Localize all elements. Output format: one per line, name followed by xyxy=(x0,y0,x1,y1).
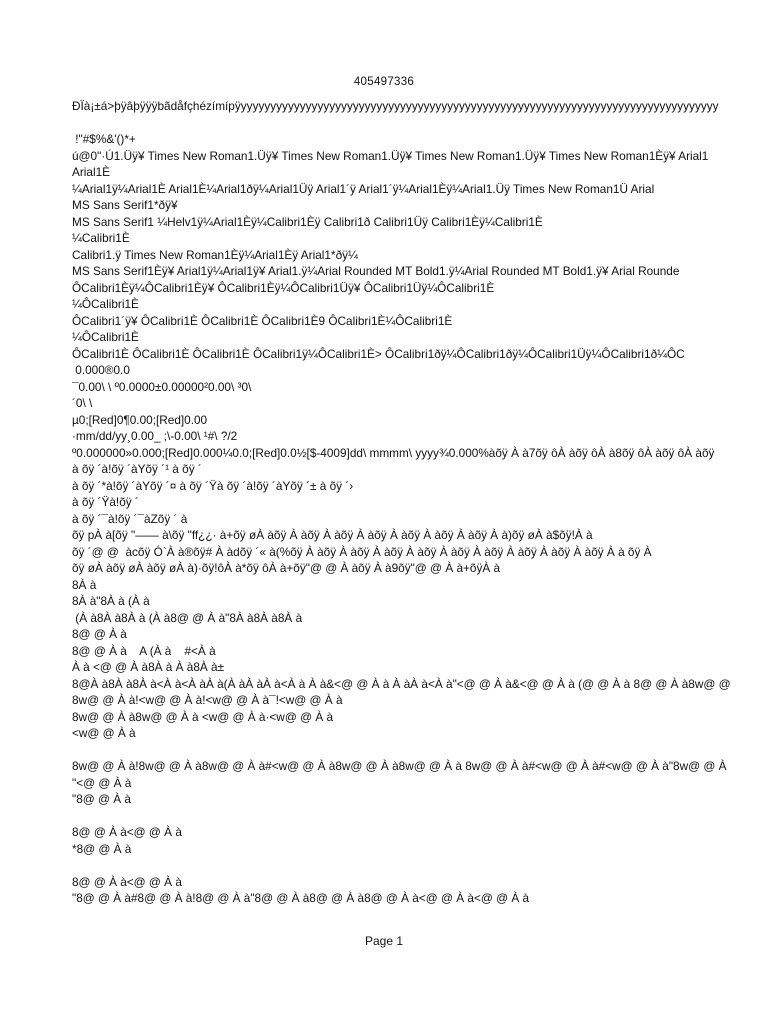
text-line: à õÿ ´Ÿà!õÿ ´ xyxy=(72,495,139,509)
text-line: ´0\ \ xyxy=(72,396,93,410)
text-line: 8@ @ À à A (À à #<À à xyxy=(72,643,216,658)
text-line: ¼ÔCalibri1È xyxy=(72,297,139,311)
text-line: 8w@ @ À à8w@ @ À à <w@ @ À à·<w@ @ À à xyxy=(72,709,334,724)
text-line: õÿ ´@ @ àcõÿ Ó`À à®õÿ# À àdõÿ ´« à(%õÿ À àõÿ À àõÿ À àõÿ À àõÿ À àõÿ À àõÿ À àõÿ À àõÿ À àõÿ À à õÿ À xyxy=(72,544,652,559)
text-line: à õÿ ´*à!õÿ ´àYõÿ ´¤ à õÿ ´Ÿà õÿ ´à!õÿ ´àYõÿ ´± à õÿ ´› xyxy=(72,478,354,493)
text-line: ú@0"·Ú1.Üÿ¥ Times New Roman1.Üÿ¥ Times New Roman1.Üÿ¥ Times New Roman1.Üÿ¥ Times New Roman1Èÿ¥ Arial1 xyxy=(72,148,709,163)
text-line: À à <@ @ À à8À à À à8À à± xyxy=(72,660,225,674)
text-line: 8@ @ À à xyxy=(72,627,127,641)
text-line: 8À à"8À à (À à xyxy=(72,594,150,608)
text-line: MS Sans Serif1*ðÿ¥ xyxy=(72,198,178,212)
text-line: Arial1È xyxy=(72,165,111,179)
text-line: "8@ @ À à xyxy=(72,792,131,806)
text-line: 8@ @ À à<@ @ À à xyxy=(72,825,182,839)
text-line: "<@ @ À à xyxy=(72,775,132,790)
text-line: MS Sans Serif1 ¼Helv1ÿ¼Arial1Èÿ¼Calibri1Èÿ Calibri1ð Calibri1Üÿ Calibri1Èÿ¼Calibri1È xyxy=(72,214,543,229)
text-line: 0.000®0.0 xyxy=(72,363,130,377)
text-line: <w@ @ À à xyxy=(72,726,136,740)
text-line: Calibri1.ÿ Times New Roman1Èÿ¼Arial1Èÿ Arial1*ðÿ¼ xyxy=(72,247,358,262)
text-line: õÿ pÀ à[õÿ "—— à\õÿ "ff¿¿· à+õÿ øÀ àõÿ À àõÿ À àõÿ À àõÿ À àõÿ À àõÿ À àõÿ À à)õÿ øÀ à$õÿ!À à xyxy=(72,528,593,542)
text-line: à õÿ ´à!õÿ ´àYõÿ ´¹ à õÿ ´ xyxy=(72,462,202,476)
text-line: ÔCalibri1È ÔCalibri1È ÔCalibri1È ÔCalibri1ÿ¼ÔCalibri1È> ÔCalibri1ðÿ¼ÔCalibri1ðÿ¼ÔCalibri1Üÿ¼ÔCalibri1ð¼ÔC xyxy=(72,346,685,361)
page-header: 405497336 xyxy=(353,76,415,88)
text-line: MS Sans Serif1Èÿ¥ Arial1ÿ¼Arial1ÿ¥ Arial1.ÿ¼Arial Rounded MT Bold1.ÿ¼Arial Rounded MT Bold1.ÿ¥ Arial Rounde xyxy=(72,264,680,278)
text-line: !"#$%&'()*+ xyxy=(72,132,136,146)
text-line: ÔCalibri1´ÿ¥ ÔCalibri1È ÔCalibri1È ÔCalibri1È9 ÔCalibri1È¼ÔCalibri1È xyxy=(72,313,453,328)
text-line: 8@ @ À à<@ @ À à xyxy=(72,874,182,889)
text-line xyxy=(72,857,768,874)
text-line xyxy=(72,115,768,132)
text-line: à õÿ ´¯à!õÿ ´¯àZõÿ ´ à xyxy=(72,511,188,526)
text-line: ÐÏà¡±á>þÿâþÿÿÿbãdåfçhézímípÿyyyyyyyyyyyyyyyyyyyyyyyyyyyyyyyyyyyyyyyyyyyyyyyyyyyyyyyyyyyyyyyyyyyyyyyyyyyyyyyyy xyxy=(72,99,719,113)
text-line: º0.000000»0.000;[Red]0.000¼0.0;[Red]0.0½[$-4009]dd\ mmmm\ yyyy¾0.000%àõÿ À à7õÿ ôÀ àõÿ ôÀ à8õÿ ôÀ àõÿ ôÀ àõÿ xyxy=(72,445,715,460)
text-line: ·mm/dd/yy¸0.00_ ;\-0.00\ ¹#\ ?/2 xyxy=(72,429,238,443)
document-body xyxy=(72,98,768,907)
text-line: ¼Calibri1È xyxy=(72,231,130,245)
text-line: 8@À à8À à8À à<À à<À àÀ à(À àÀ àÀ à<À à À à&<@ @ À à À àÀ à<À à"<@ @ À à&<@ @ À à (@ @ À à 8@ @ À à8w@ @ xyxy=(72,676,731,691)
page-footer: Page 1 xyxy=(364,934,404,948)
text-line: 8w@ @ À à!8w@ @ À à8w@ @ À à#<w@ @ À à8w@ @ À à8w@ @ À à 8w@ @ À à#<w@ @ À à#<w@ @ À à"8w@ @ À xyxy=(72,759,727,773)
text-line xyxy=(72,808,768,825)
text-line: ÔCalibri1Èÿ¼ÔCalibri1Èÿ¥ ÔCalibri1Èÿ¼ÔCalibri1Üÿ¥ ÔCalibri1Üÿ¼ÔCalibri1È xyxy=(72,280,495,295)
text-line: ¯0.00\ \ º0.0000±0.00000²0.00\ ³0\ xyxy=(72,379,252,394)
text-line: *8@ @ À à xyxy=(72,841,132,856)
text-line: ¼Arial1ÿ¼Arial1È Arial1È¼Arial1ðÿ¼Arial1Üÿ Arial1´ÿ Arial1´ÿ¼Arial1Èÿ¼Arial1.Üÿ Times New Roman1Ü Arial xyxy=(72,181,655,196)
text-line: ¼ÔCalibri1È xyxy=(72,330,139,344)
text-line xyxy=(72,742,768,759)
text-line: µ0;[Red]0¶0.00;[Red]0.00 xyxy=(72,412,208,427)
text-line: õÿ øÀ àõÿ øÀ àõÿ øÀ à)·õÿ!ôÀ à*õÿ ôÀ à+õÿ"@ @ À àõÿ À à9õÿ"@ @ À à+õÿÀ à xyxy=(72,561,501,575)
text-line: 8À à xyxy=(72,577,97,592)
text-line: 8w@ @ À à!<w@ @ À à!<w@ @ À à¯!<w@ @ À à xyxy=(72,693,343,707)
text-line: "8@ @ À à#8@ @ À à!8@ @ À à"8@ @ À à8@ @ À à8@ @ À à<@ @ À à<@ @ À à xyxy=(72,891,530,905)
text-line: (À à8À à8À à (À à8@ @ À à"8À à8À à8À à xyxy=(72,610,303,625)
